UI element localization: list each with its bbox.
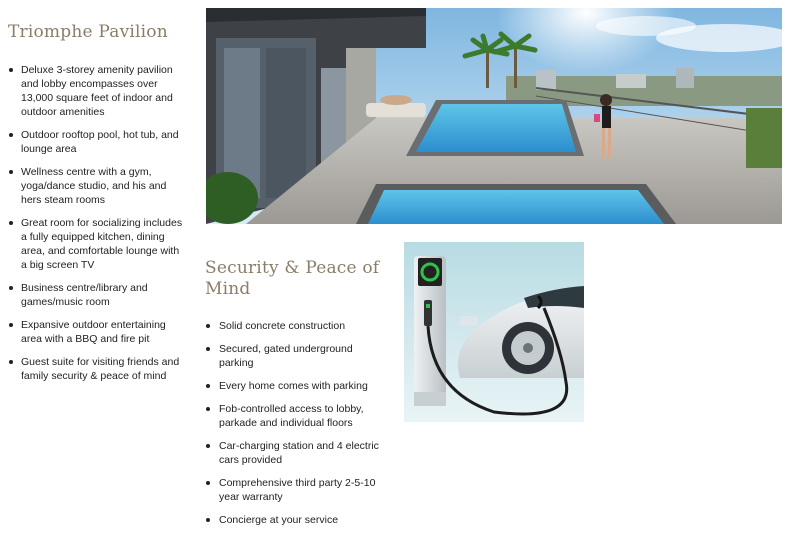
list-item: Outdoor rooftop pool, hot tub, and lounge area xyxy=(8,128,186,156)
list-item: Great room for socializing includes a fully equipped kitchen, dining area, and comfortable lounge with a big screen TV xyxy=(8,216,186,272)
list-item: Concierge at your service xyxy=(205,513,389,527)
pavilion-section xyxy=(8,22,188,392)
list-item: Secured, gated underground parking xyxy=(205,342,389,370)
list-item: Comprehensive third party 2-5-10 year warranty xyxy=(205,476,389,504)
list-item: Solid concrete construction xyxy=(205,319,389,333)
list-item: Car-charging station and 4 electric cars provided xyxy=(205,439,389,467)
security-list xyxy=(205,319,395,527)
list-item: Expansive outdoor entertaining area with a BBQ and fire pit xyxy=(8,318,186,346)
rooftop-pool-image xyxy=(206,8,782,224)
list-item: Wellness centre with a gym, yoga/dance studio, and his and hers steam rooms xyxy=(8,165,186,207)
list-item: Every home comes with parking xyxy=(205,379,389,393)
ev-charger-image xyxy=(404,242,584,422)
security-title: Security & Peace of Mind xyxy=(205,258,380,299)
list-item: Guest suite for visiting friends and family security & peace of mind xyxy=(8,355,186,383)
security-section xyxy=(205,258,395,536)
list-item: Business centre/library and games/music room xyxy=(8,281,186,309)
pavilion-list xyxy=(8,63,188,383)
list-item: Fob-controlled access to lobby, parkade and individual floors xyxy=(205,402,389,430)
list-item: Deluxe 3-storey amenity pavilion and lobby encompasses over 13,000 square feet of indoor and outdoor amenities xyxy=(8,63,186,119)
pavilion-title: Triomphe Pavilion xyxy=(8,22,168,42)
